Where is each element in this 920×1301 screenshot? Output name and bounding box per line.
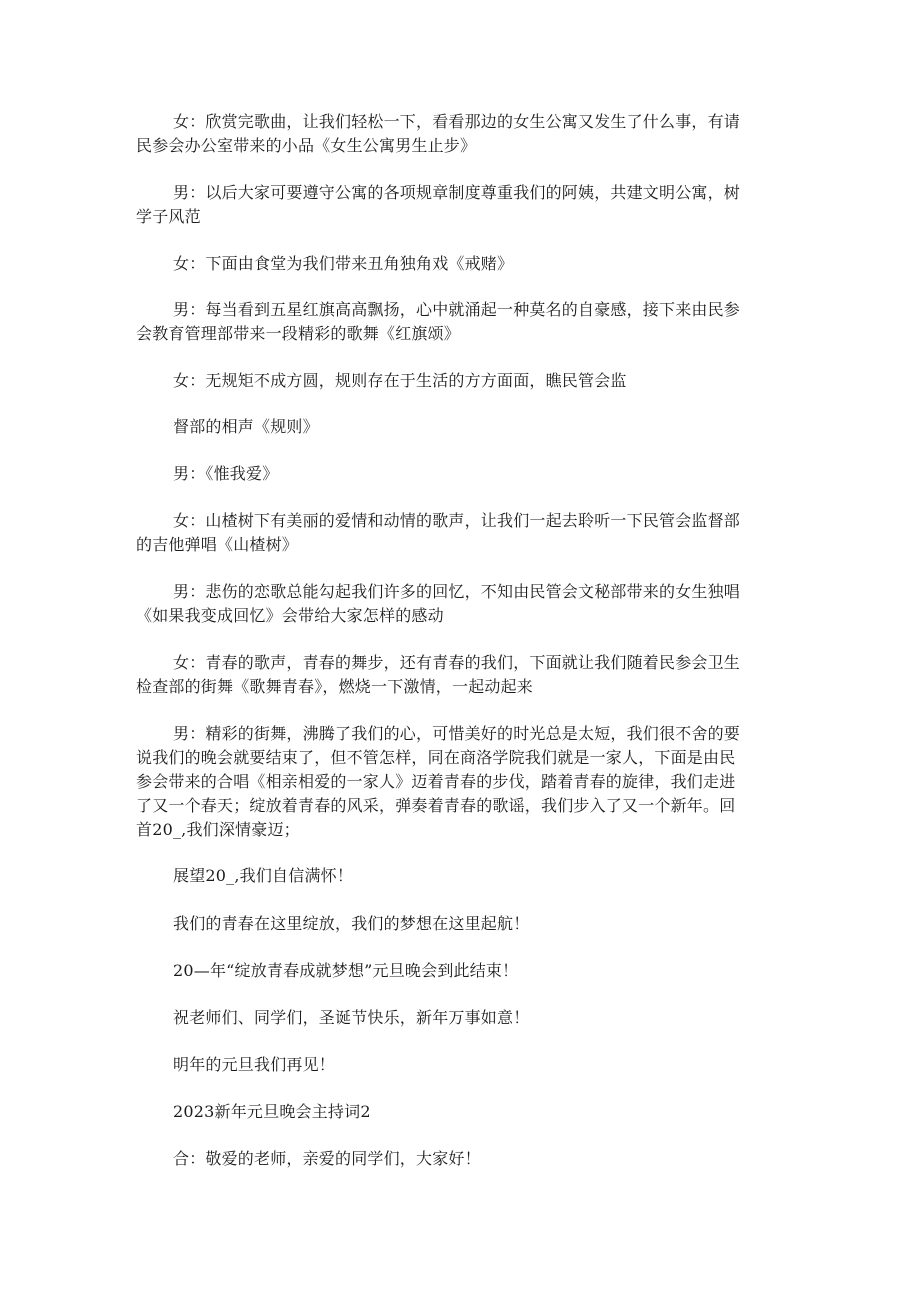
paragraph [136,1006,786,1030]
section-heading [136,1100,786,1124]
text-line: 民参会办公室带来的小品《女生公寓男生止步》 [136,136,477,155]
paragraph [136,462,786,486]
paragraph [136,252,786,276]
text-line: 展望20_,我们自信满怀！ [173,866,354,885]
text-line: 男：每当看到五星红旗高高飘扬，心中就涌起一种莫名的自豪感，接下来由民参 [173,300,741,319]
text-line: 2023新年元旦晚会主持词2 [173,1102,371,1121]
text-line: 参会带来的合唱《相亲相爱的一家人》迈着青春的步伐，踏着青春的旋律，我们走进 [136,772,736,791]
text-line: 学子风范 [136,207,201,226]
paragraph [136,651,786,699]
text-line: 合：敬爱的老师，亲爱的同学们，大家好！ [173,1149,481,1168]
text-line: 的吉他弹唱《山楂树》 [136,535,299,554]
text-line: 男：精彩的街舞，沸腾了我们的心，可惜美好的时光总是太短，我们很不舍的要 [173,724,741,743]
text-line: 明年的元旦我们再见！ [173,1055,336,1074]
paragraph [136,864,786,888]
paragraph [136,181,786,229]
text-line: 说我们的晚会就要结束了，但不管怎样，同在商洛学院我们就是一家人，下面是由民 [136,748,736,767]
text-line: 我们的青春在这里绽放，我们的梦想在这里起航！ [173,914,530,933]
text-line: 女：无规矩不成方圆，规则存在于生活的方方面面，瞧民管会监 [173,371,627,390]
paragraph [136,912,786,936]
text-line: 女：下面由食堂为我们带来丑角独角戏《戒赌》 [173,254,514,273]
paragraph [136,722,786,842]
text-line: 《如果我变成回忆》会带给大家怎样的感动 [136,606,444,625]
text-line: 了又一个春天；绽放着青春的风采，弹奏着青春的歌谣，我们步入了又一个新年。回 [136,796,736,815]
text-line: 20—年“绽放青春成就梦想”元旦晚会到此结束！ [173,961,519,980]
paragraph [136,415,786,439]
paragraph [136,369,786,393]
text-line: 祝老师们、同学们，圣诞节快乐，新年万事如意！ [173,1008,530,1027]
paragraph [136,1147,786,1171]
text-line: 检查部的街舞《歌舞青春》，燃烧一下激情，一起动起来 [136,677,534,696]
paragraph [136,110,786,158]
paragraph [136,580,786,628]
text-line: 女：青春的歌声，青春的舞步，还有青春的我们，下面就让我们随着民参会卫生 [173,653,741,672]
paragraph [136,959,786,983]
paragraph [136,298,786,346]
paragraph [136,509,786,557]
text-line: 女：欣赏完歌曲，让我们轻松一下，看看那边的女生公寓又发生了什么事，有请 [173,112,741,131]
text-line: 男：《惟我爱》 [173,464,279,483]
text-line: 会教育管理部带来一段精彩的歌舞《红旗颂》 [136,324,461,343]
text-line: 男：悲伤的恋歌总能勾起我们许多的回忆，不知由民管会文秘部带来的女生独唱 [173,582,741,601]
text-line: 女：山楂树下有美丽的爱情和动情的歌声，让我们一起去聆听一下民管会监督部 [173,511,741,530]
paragraph [136,1053,786,1077]
text-line: 男：以后大家可要遵守公寓的各项规章制度尊重我们的阿姨，共建文明公寓，树 [173,183,741,202]
text-line: 首20_,我们深情豪迈； [136,820,300,839]
text-line: 督部的相声《规则》 [173,417,319,436]
